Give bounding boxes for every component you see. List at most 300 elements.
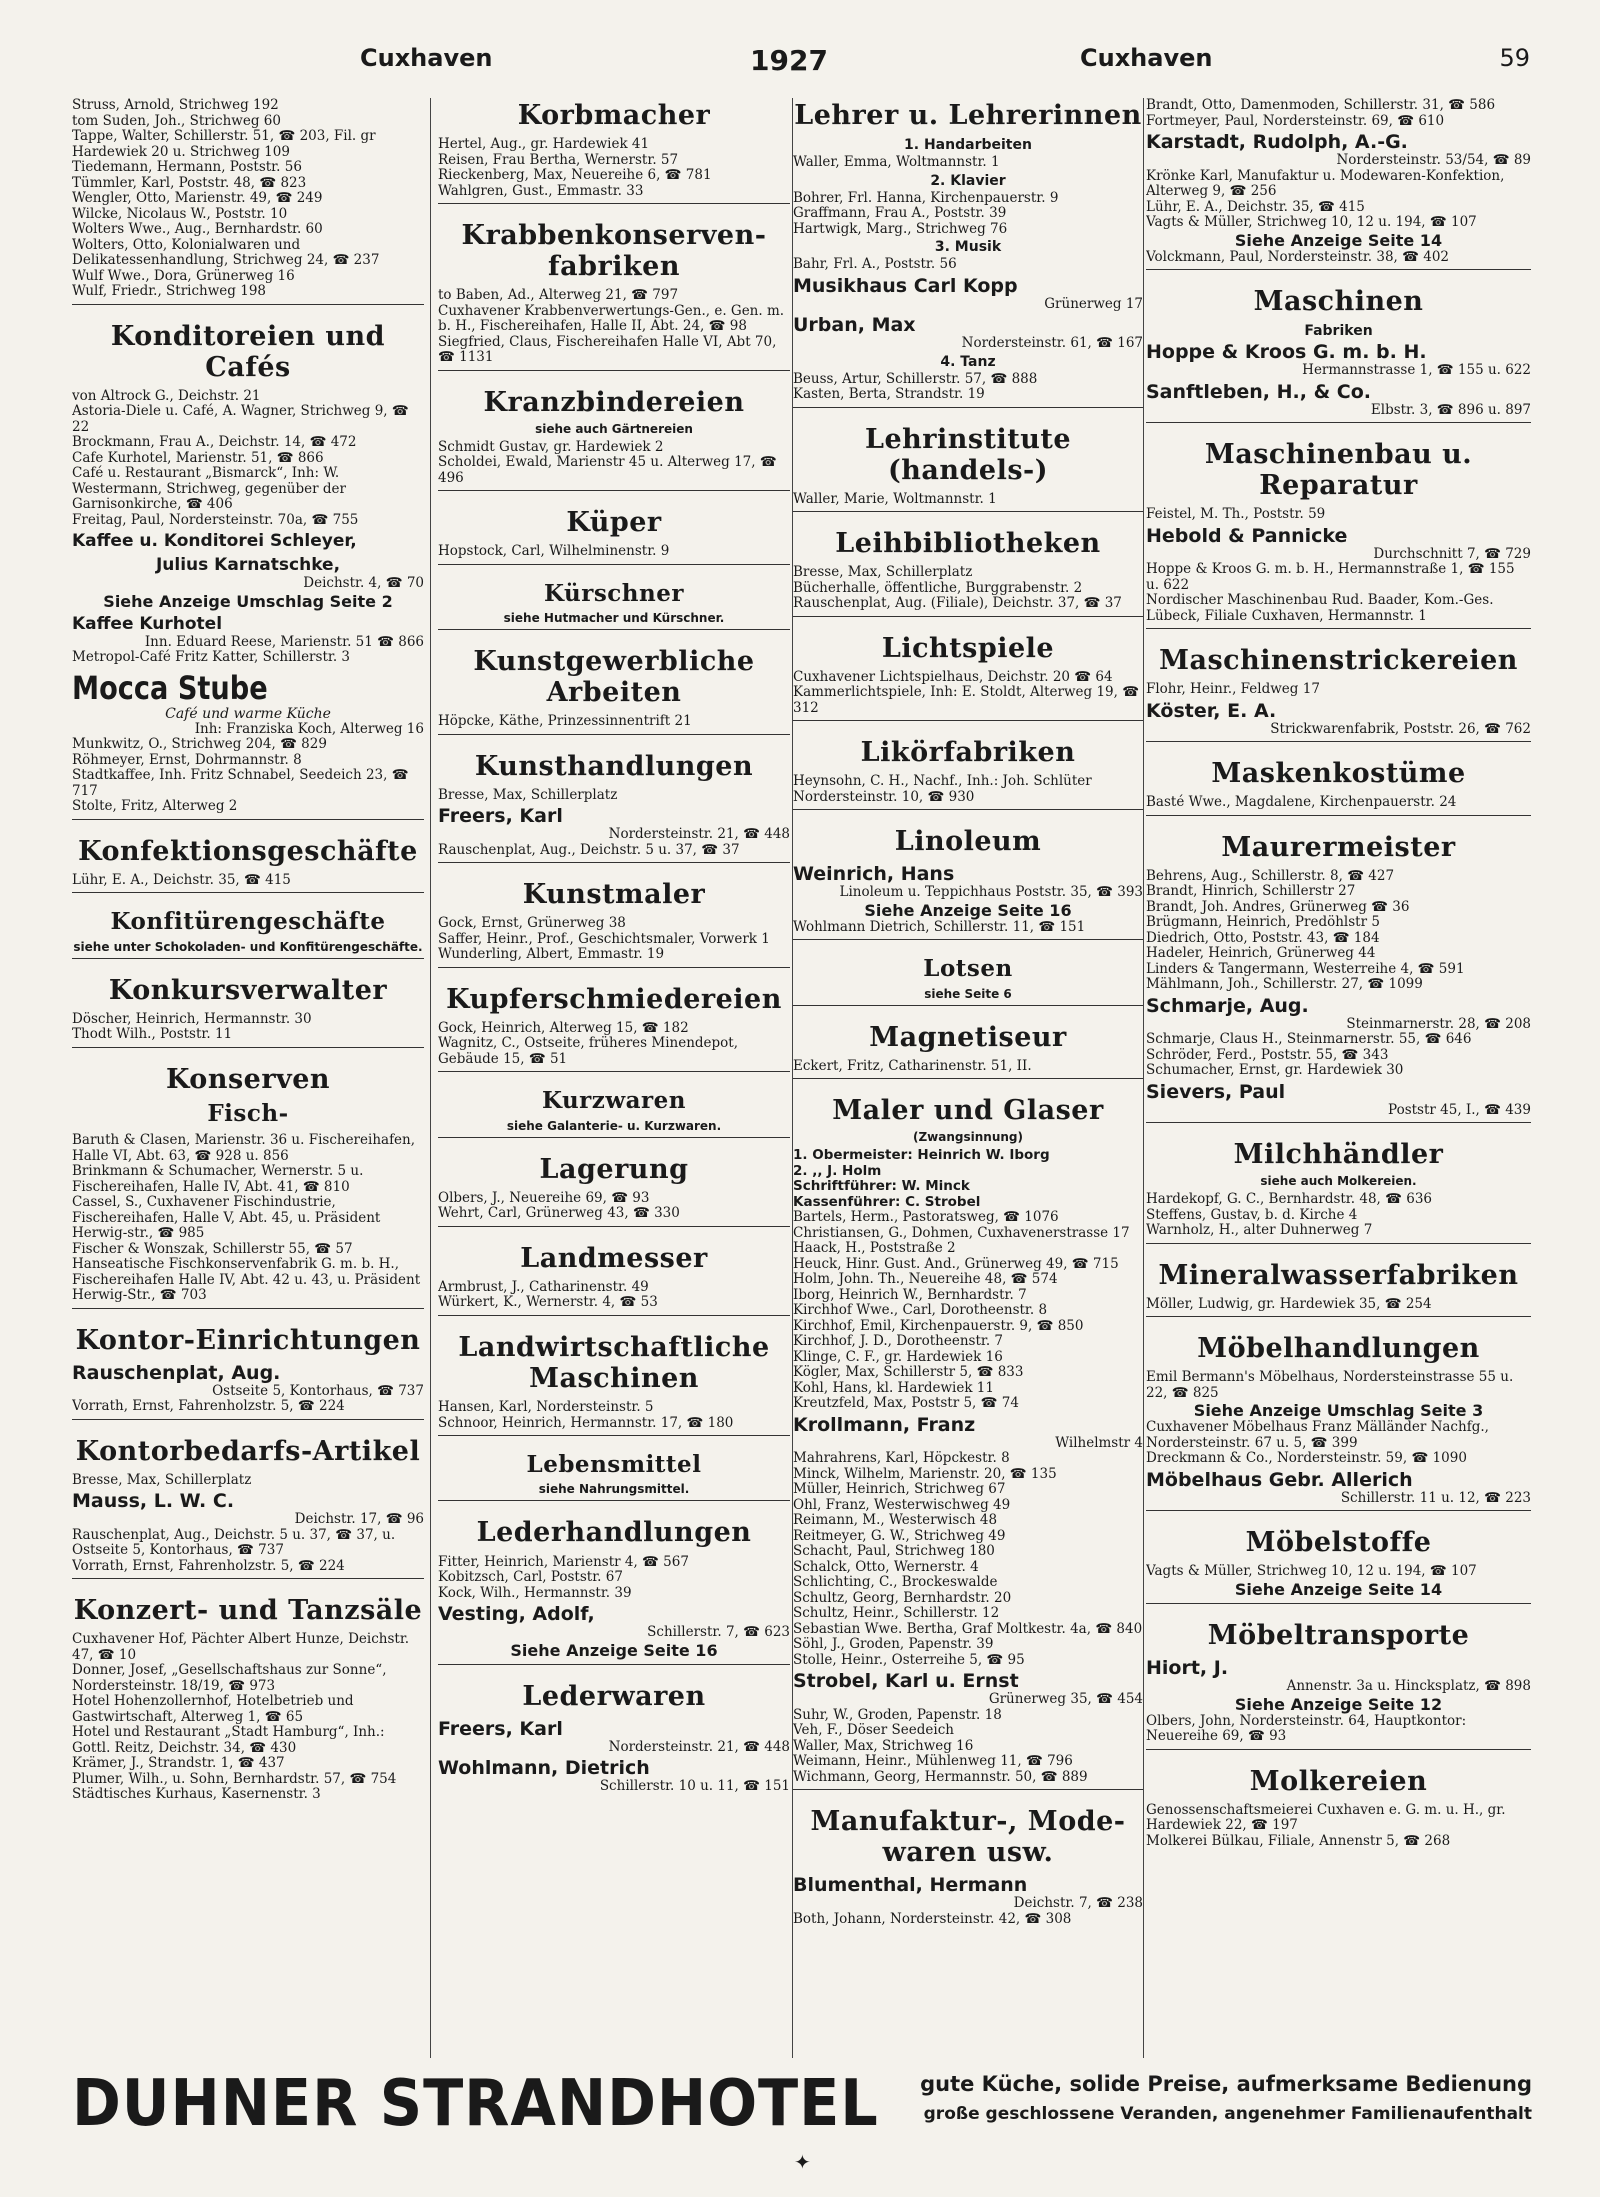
directory-entry: Armbrust, J., Catharinenstr. 49 [438,1278,649,1295]
category-heading: Korbmacher [517,100,711,131]
highlight-entry: Musikhaus Carl Kopp [793,274,1018,297]
directory-entry: Saffer, Heinr., Prof., Geschichtsmaler, Vorwerk 1 [438,930,770,947]
directory-entry: Schriftführer: W. Minck [793,1178,970,1195]
directory-entry: Cuxhavener Hof, Pächter Albert Hunze, Deichstr. 47, ☎ 10 [72,1631,410,1663]
directory-entry: Brandt, Otto, Damenmoden, Schillerstr. 31, ☎ 586 [1146,98,1496,113]
directory-entry: Bresse, Max, Schillerplatz [793,564,973,581]
sub-heading: 1. Handarbeiten [904,137,1032,154]
advert-reference: Siehe Anzeige Seite 14 [1234,1579,1443,1599]
highlight-entry: Hebold & Pannicke [1146,524,1348,547]
directory-entry: Behrens, Aug., Schillerstr. 8, ☎ 427 [1146,867,1395,884]
entry-address: Elbstr. 3, ☎ 896 u. 897 [1370,401,1531,418]
directory-entry: Schnoor, Heinrich, Hermannstr. 17, ☎ 180 [438,1414,734,1431]
category-heading: Lichtspiele [881,632,1055,664]
category-heading: Maler und Glaser [832,1095,1104,1127]
category-heading: Landmesser [520,1242,708,1274]
entry-list [793,372,1143,403]
entry-list [72,873,424,889]
directory-entry: Schultz, Georg, Bernhardstr. 20 [793,1589,1012,1606]
entry-address: Inn. Eduard Reese, Marienstr. 51 ☎ 866 [144,633,424,650]
highlight-entry: Krollmann, Franz [793,1413,976,1436]
advert-reference: Siehe Anzeige Seite 16 [864,900,1072,920]
directory-entry: Stolle, Heinr., Osterreihe 5, ☎ 95 [793,1651,1025,1668]
directory-entry: Hopstock, Carl, Wilhelminenstr. 9 [438,543,670,560]
directory-entry: Cuxhavener Lichtspielhaus, Deichstr. 20 ☎ 64 [793,668,1113,685]
category-heading: Manufaktur-, Mode-waren usw. [810,1806,1126,1869]
printer-mark-icon: ✦ [794,2150,811,2174]
category-heading: Lebensmittel [526,1451,702,1479]
highlight-entry: Wohlmann, Dietrich [438,1757,650,1780]
entry-list [793,565,1143,612]
highlight-entry: Urban, Max [793,314,916,337]
hotel-name: DUHNER STRANDHOTEL [72,2067,879,2141]
directory-entry: Veh, F., Döser Seedeich [793,1722,954,1739]
directory-entry: Vagts & Müller, Strichweg 10, 12 u. 194, ☎ 107 [1146,1563,1477,1580]
entry-address: Wilhelmstr 4 [1055,1434,1143,1451]
entry-address: Inh: Franziska Koch, Alterweg 16 [194,720,424,737]
entry-address: Poststr 45, I., ☎ 439 [1388,1101,1531,1118]
directory-entry: Wunderling, Albert, Emmastr. 19 [438,946,665,963]
directory-entry: Wulf Wwe., Dora, Grünerweg 16 [72,267,295,284]
highlight-entry: Karstadt, Rudolph, A.-G. [1146,131,1408,153]
entry-list [1146,250,1531,266]
directory-entry: Tümmler, Karl, Poststr. 48, ☎ 823 [72,174,307,191]
entry-address: Deichstr. 7, ☎ 238 [1013,1895,1143,1912]
directory-entry: Reimann, M., Westerwisch 48 [793,1512,998,1529]
entry-list [793,1059,1143,1075]
directory-entry: Genossenschaftsmeierei Cuxhaven e. G. m. u. H., gr. Hardewiek 22, ☎ 197 [1146,1801,1506,1834]
directory-entry: Suhr, W., Groden, Papenstr. 18 [793,1706,1002,1723]
entry-list [72,98,424,300]
directory-entry: Kock, Wilh., Hermannstr. 39 [438,1584,632,1601]
directory-entry: Munkwitz, O., Strichweg 204, ☎ 829 [72,736,327,753]
entry-list [72,1012,424,1043]
highlight-entry: Köster, E. A. [1146,699,1277,722]
directory-entry: Rauschenplat, Aug., Deichstr. 5 u. 37, ☎ 37, u. Ostseite 5, Kontorhaus, ☎ 737 [72,1526,396,1559]
column-4 [1146,98,1531,2058]
entry-address: Grünerweg 17 [1044,295,1143,312]
directory-entry: Kirchhof Wwe., Carl, Dorotheenstr. 8 [793,1302,1048,1319]
entry-address: Annenstr. 3a u. Hincksplatz, ☎ 898 [1286,1678,1531,1695]
directory-entry: Kobitzsch, Carl, Poststr. 67 [438,1569,623,1586]
directory-entry: Müller, Heinrich, Strichweg 67 [793,1481,1006,1498]
directory-entry: Both, Johann, Nordersteinstr. 42, ☎ 308 [793,1910,1072,1927]
category-heading: Linoleum [894,826,1042,858]
category-heading: Lotsen [923,955,1013,983]
directory-entry: Schumacher, Ernst, gr. Hardewiek 30 [1146,1062,1404,1079]
directory-entry: Brügmann, Heinrich, Predöhlstr 5 [1146,914,1380,931]
category-heading: Möbelhandlungen [1197,1333,1480,1365]
sub-heading: 4. Tanz [940,353,996,370]
entry-list [1146,795,1531,811]
hotel-advertisement [72,2067,1532,2141]
directory-entry: Vorrath, Ernst, Fahrenholzstr. 5, ☎ 224 [72,1398,345,1415]
entry-list [793,191,1143,238]
entry-list [1146,1032,1531,1079]
advert-reference: Siehe Anzeige Umschlag Seite 2 [103,591,393,611]
category-heading: Konserven [165,1063,331,1095]
category-heading: Mineralwasserfabriken [1158,1259,1519,1291]
entry-list [438,1280,790,1311]
directory-entry: Christiansen, G., Dohmen, Cuxhavenerstrasse 17 [793,1224,1130,1241]
directory-entry: Kammerlichtspiele, Inh: E. Stoldt, Alterweg 19, ☎ 312 [793,684,1140,716]
directory-entry: Cuxhavener Möbelhaus Franz Mälländer Nachfg., Nordersteinstr. 67 u. 5, ☎ 399 [1146,1419,1489,1451]
entry-list [438,1191,790,1222]
category-heading: Maschinenstrickereien [1159,645,1518,677]
entry-list [72,1632,424,1803]
entry-list [1146,1803,1531,1850]
directory-entry: Schalck, Otto, Wernerstr. 4 [793,1558,979,1575]
directory-entry: Wehrt, Carl, Grünerweg 43, ☎ 330 [438,1205,680,1222]
directory-entry: Würkert, K., Wernerstr. 4, ☎ 53 [438,1294,658,1311]
entry-address: Steinmarnerstr. 28, ☎ 208 [1346,1015,1531,1032]
directory-entry: Wagnitz, C., Ostseite, früheres Minendepot, Gebäude 15, ☎ 51 [438,1035,739,1067]
directory-entry: Kögler, Max, Schillerstr 5, ☎ 833 [793,1364,1024,1381]
directory-entry: Klinge, C. F., gr. Hardewiek 16 [793,1348,1003,1365]
category-heading: Kunstgewerbliche Arbeiten [473,646,755,709]
highlight-entry: Freers, Karl [438,805,563,828]
guild-officers [793,1148,1143,1210]
highlight-entry: Julius Karnatschke, [155,555,341,576]
entry-list [438,916,790,963]
entry-list [438,137,790,199]
category-heading: Möbeltransporte [1207,1619,1470,1651]
directory-entry: Städtisches Kurhaus, Kasernenstr. 3 [72,1786,321,1803]
highlight-entry: Kaffee Kurhotel [72,613,223,634]
directory-entry: Gock, Heinrich, Alterweg 15, ☎ 182 [438,1019,689,1036]
directory-entry: Kassenführer: C. Strobel [793,1193,981,1210]
highlight-entry: Hoppe & Kroos G. m. b. H. [1146,341,1427,364]
entry-list [793,920,1143,936]
sub-heading: 3. Musik [934,239,1002,256]
entry-list [438,544,790,560]
directory-entry: Stolte, Fritz, Alterweg 2 [72,798,238,815]
sub-heading: Fabriken [1304,323,1373,340]
category-heading: Kunstmaler [522,879,706,911]
directory-entry: Feistel, M. Th., Poststr. 59 [1146,506,1326,523]
entry-list [438,1021,790,1068]
directory-entry: Hoppe & Kroos G. m. b. H., Hermannstraße 1, ☎ 155 u. 622 [1146,561,1515,593]
category-heading: Likörfabriken [860,737,1076,769]
directory-entry: Wilcke, Nicolaus W., Poststr. 10 [72,205,288,222]
directory-entry: Wengler, Otto, Marienstr. 49, ☎ 249 [72,190,323,206]
entry-list [72,1473,424,1489]
highlight-entry: Freers, Karl [438,1717,563,1740]
entry-list [793,1912,1143,1928]
entry-list [1146,1564,1531,1580]
directory-entry: Haack, H., Poststraße 2 [793,1240,956,1257]
directory-entry: Kasten, Berta, Strandstr. 19 [793,386,985,403]
directory-entry: Döscher, Heinrich, Hermannstr. 30 [72,1010,312,1027]
directory-entry: 1. Obermeister: Heinrich W. Iborg [793,1147,1050,1164]
entry-list [793,1210,1143,1412]
entry-address: Nordersteinstr. 61, ☎ 167 [961,335,1143,352]
entry-list [1146,1370,1531,1401]
directory-entry: Rauschenplat, Aug., Deichstr. 5 u. 37, ☎ 37 [438,841,740,858]
category-heading: Leihbibliotheken [835,528,1101,560]
directory-entry: Emil Bermann's Möbelhaus, Nordersteinstrasse 55 u. 22, ☎ 825 [1146,1369,1514,1401]
sub-heading: 2. Klavier [930,172,1006,189]
directory-entry: Bahr, Frl. A., Poststr. 56 [793,256,957,273]
directory-entry: Höpcke, Käthe, Prinzessinnentrift 21 [438,713,692,730]
page-number: 59 [1499,44,1530,72]
directory-entry: Hotel und Restaurant „Stadt Hamburg“, Inh.: Gottl. Reitz, Deichstr. 34, ☎ 430 [72,1724,385,1756]
directory-entry: Brockmann, Frau A., Deichstr. 14, ☎ 472 [72,434,357,451]
advert-reference: Siehe Anzeige Seite 16 [510,1640,718,1660]
entry-address: Nordersteinstr. 21, ☎ 448 [608,826,790,843]
directory-entry: Baruth & Clasen, Marienstr. 36 u. Fischereihafen, Halle VI, Abt. 63, ☎ 928 u. 856 [72,1132,416,1164]
category-heading: Krabbenkonserven-fabriken [461,220,767,283]
category-heading: Maskenkostüme [1211,758,1466,790]
entry-list [72,389,424,529]
highlight-entry: Blumenthal, Hermann [793,1874,1028,1897]
highlight-entry: Möbelhaus Gebr. Allerich [1146,1468,1413,1491]
entry-list [793,670,1143,717]
entry-list [438,1400,790,1431]
directory-entry: Vorrath, Ernst, Fahrenholzstr. 5, ☎ 224 [72,1557,345,1574]
directory-entry: Schlichting, C., Brockeswalde [793,1574,998,1591]
directory-entry: Cuxhavener Krabbenverwertungs-Gen., e. Gen. m. b. H., Fischereihafen, Halle II, Abt. 24, ☎ 98 [438,302,785,335]
directory-entry: Hardekopf, G. C., Bernhardstr. 48, ☎ 636 [1146,1191,1432,1208]
header-year: 1927 [750,44,828,77]
entry-address: Ostseite 5, Kontorhaus, ☎ 737 [212,1382,424,1399]
highlight-entry: Strobel, Karl u. Ernst [793,1670,1019,1693]
directory-entry: Heuck, Hinr. Gust. And., Grünerweg 49, ☎ 715 [793,1255,1119,1272]
directory-entry: Nordischer Maschinenbau Rud. Baader, Kom.-Ges. Lübeck, Filiale Cuxhaven, Hermannstr. 1 [1146,592,1494,624]
highlight-entry: Schmarje, Aug. [1146,994,1309,1017]
directory-entry: Vagts & Müller, Strichweg 10, 12 u. 194, ☎ 107 [1146,214,1477,230]
category-heading: Maschinen [1253,286,1424,317]
directory-entry: Bücherhalle, öffentliche, Burggrabenstr. 2 [793,579,1083,596]
directory-entry: Bohrer, Frl. Hanna, Kirchenpauerstr. 9 [793,189,1059,206]
directory-entry: Reisen, Frau Bertha, Wernerstr. 57 [438,151,679,168]
directory-entry: Brandt, Joh. Andres, Grünerweg ☎ 36 [1146,898,1410,915]
directory-entry: Schacht, Paul, Strichweg 180 [793,1543,995,1560]
directory-entry: Waller, Max, Strichweg 16 [793,1737,974,1754]
directory-entry: Schröder, Ferd., Poststr. 55, ☎ 343 [1146,1046,1389,1063]
entry-address: Hermannstrasse 1, ☎ 155 u. 622 [1302,362,1531,379]
directory-entry: Söhl, J., Groden, Papenstr. 39 [793,1636,994,1653]
directory-entry: Cassel, S., Cuxhavener Fischindustrie, Fischereihafen, Halle V, Abt. 45, u. Präsident Herwig-str., ☎ 985 [72,1194,381,1242]
entry-address: Deichstr. 17, ☎ 96 [294,1511,424,1528]
directory-entry: 2. ,, J. Holm [793,1162,882,1179]
directory-entry: Bresse, Max, Schillerplatz [72,1471,252,1488]
entry-list [1146,682,1531,698]
category-heading: Landwirtschaftliche Maschinen [458,1331,770,1394]
category-heading: Milchhändler [1233,1139,1444,1171]
directory-entry: tom Suden, Joh., Strichweg 60 [72,112,281,129]
entry-list [793,257,1143,273]
directory-entry: Waller, Emma, Woltmannstr. 1 [793,154,1000,171]
column-3 [793,98,1143,2058]
directory-entry: Mählmann, Joh., Schillerstr. 27, ☎ 1099 [1146,976,1423,993]
directory-entry: Hansen, Karl, Nordersteinstr. 5 [438,1399,654,1416]
entry-list [72,737,424,815]
directory-entry: Basté Wwe., Magdalene, Kirchenpauerstr. 24 [1146,794,1457,811]
entry-list [1146,869,1531,993]
entry-list [1146,1420,1531,1467]
highlight-entry: Weinrich, Hans [793,863,955,886]
sub-heading: Fisch- [207,1099,289,1127]
column-1 [72,98,424,2058]
category-heading: Konzert- und Tanzsäle [73,1595,423,1627]
category-heading: Lederhandlungen [476,1517,752,1549]
directory-entry: Wolters Wwe., Aug., Bernhardstr. 60 [72,221,323,237]
directory-entry: Thodt Wilh., Poststr. 11 [72,1026,233,1043]
directory-entry: Kohl, Hans, kl. Hardewiek 11 [793,1379,994,1396]
highlight-entry: Vesting, Adolf, [438,1603,595,1626]
category-note: siehe auch Molkereien. [1260,1174,1417,1189]
directory-entry: Holm, John. Th., Neuereihe 48, ☎ 574 [793,1271,1058,1288]
directory-entry: Volckmann, Paul, Nordersteinstr. 38, ☎ 402 [1146,248,1450,265]
category-note: siehe Hutmacher und Kürschner. [503,611,725,626]
entry-list [438,843,790,859]
directory-entry: Linders & Tangermann, Westerreihe 4, ☎ 591 [1146,960,1465,977]
directory-entry: Lühr, E. A., Deichstr. 35, ☎ 415 [1146,198,1365,215]
entry-list [438,788,790,804]
directory-entry: Bartels, Herm., Pastoratsweg, ☎ 1076 [793,1209,1059,1226]
directory-entry: Wohlmann Dietrich, Schillerstr. 11, ☎ 151 [793,918,1086,935]
directory-entry: Fitter, Heinrich, Marienstr 4, ☎ 567 [438,1553,689,1570]
category-heading: Lederwaren [522,1680,706,1712]
directory-entry: Tappe, Walter, Schillerstr. 51, ☎ 203, Fil. gr Hardewiek 20 u. Strichweg 109 [72,128,376,160]
header-left-city: Cuxhaven [360,44,493,72]
category-heading: Molkereien [1249,1765,1428,1797]
page-header [70,44,1530,84]
directory-entry: Astoria-Diele u. Café, A. Wagner, Strichweg 9, ☎ 22 [72,403,409,435]
mocca-stube-ad: Mocca Stube [72,668,268,707]
directory-entry: Ohl, Franz, Westerwischweg 49 [793,1496,1011,1513]
directory-entry: Schmidt Gustav, gr. Hardewiek 2 [438,438,664,455]
entry-list [1146,562,1531,624]
entry-address: Nordersteinstr. 21, ☎ 448 [608,1738,790,1755]
highlight-entry: Mauss, L. W. C. [72,1490,235,1513]
directory-entry: Hotel Hohenzollernhof, Hotelbetrieb und Gastwirtschaft, Alterweg 1, ☎ 65 [72,1693,354,1725]
category-heading: Maurermeister [1221,831,1456,863]
directory-entry: von Altrock G., Deichstr. 21 [72,387,261,404]
directory-entry: Minck, Wilhelm, Marienstr. 20, ☎ 135 [793,1465,1057,1482]
entry-list [1146,98,1531,129]
entry-list [438,1555,790,1602]
directory-entry: Wichmann, Georg, Hermannstr. 50, ☎ 889 [793,1768,1088,1785]
entry-list [72,1399,424,1415]
entry-list [793,492,1143,508]
directory-entry: Weimann, Heinr., Mühlenweg 11, ☎ 796 [793,1753,1073,1770]
directory-entry: Kirchhof, Emil, Kirchenpauerstr. 9, ☎ 850 [793,1317,1084,1334]
directory-entry: Wahlgren, Gust., Emmastr. 33 [438,182,644,199]
category-heading: Konkursverwalter [108,974,388,1006]
category-note: siehe Galanterie- u. Kurzwaren. [506,1118,722,1133]
directory-entry: Iborg, Heinrich W., Bernhardstr. 7 [793,1286,1027,1303]
directory-entry: Reitmeyer, G. W., Strichweg 49 [793,1527,1006,1544]
directory-entry: Diedrich, Otto, Poststr. 43, ☎ 184 [1146,929,1380,946]
entry-list [438,714,790,730]
directory-entry: Bresse, Max, Schillerplatz [438,786,618,803]
highlight-entry: Rauschenplat, Aug. [72,1361,281,1384]
category-heading: Magnetiseur [869,1021,1067,1053]
entry-list [72,1528,424,1575]
category-note: siehe Seite 6 [924,986,1012,1001]
directory-entry: Eckert, Fritz, Catharinenstr. 51, II. [793,1057,1032,1074]
entry-list [1146,1192,1531,1239]
directory-entry: Steffens, Gustav, b. d. Kirche 4 [1146,1206,1358,1223]
directory-entry: Warnholz, H., alter Duhnerweg 7 [1146,1222,1373,1239]
entry-list [793,774,1143,805]
directory-entry: Sebastian Wwe. Bertha, Graf Moltkestr. 4a, ☎ 840 [793,1620,1143,1637]
directory-entry: Graffmann, Frau A., Poststr. 39 [793,205,1007,222]
directory-entry: Fortmeyer, Paul, Nordersteinstr. 69, ☎ 610 [1146,112,1445,129]
entry-list [72,1133,424,1304]
entry-address: Schillerstr. 11 u. 12, ☎ 223 [1340,1489,1531,1506]
directory-entry: Flohr, Heinr., Feldweg 17 [1146,681,1320,698]
directory-entry: Brandt, Hinrich, Schillerstr 27 [1146,883,1356,900]
category-heading: Lehrinstitute (handels-) [864,423,1072,486]
directory-entry: Café u. Restaurant „Bismarck“, Inh: W. Westermann, Strichweg, gegenüber der Garnisonkirche, ☎ 406 [72,465,346,513]
directory-entry: Hertel, Aug., gr. Hardewiek 41 [438,136,650,153]
directory-entry: Stadtkaffee, Inh. Fritz Schnabel, Seedeich 23, ☎ 717 [72,767,409,799]
directory-entry: Donner, Josef, „Gesellschaftshaus zur Sonne“, Nordersteinstr. 18/19, ☎ 973 [72,1662,387,1694]
directory-entry: Rieckenberg, Max, Neuereihe 6, ☎ 781 [438,167,712,184]
highlight-entry: Hiort, J. [1146,1657,1229,1680]
category-heading: Lehrer u. Lehrerinnen [794,100,1142,131]
entry-address: Durchschnitt 7, ☎ 729 [1373,545,1531,562]
directory-entry: Struss, Arnold, Strichweg 192 [72,98,279,113]
column-divider [430,98,431,2058]
hotel-slogan-2: große geschlossene Veranden, angenehmer Familienaufenthalt [923,2104,1532,2124]
advert-reference: Siehe Anzeige Umschlag Seite 3 [1193,1401,1484,1421]
entry-address: Linoleum u. Teppichhaus Poststr. 35, ☎ 393 [839,884,1143,901]
category-note: siehe Nahrungsmittel. [538,1482,690,1497]
directory-entry: Beuss, Artur, Schillerstr. 57, ☎ 888 [793,370,1038,387]
directory-entry: Kreutzfeld, Max, Poststr 5, ☎ 74 [793,1395,1019,1412]
entry-list [1146,1714,1531,1745]
entry-list [438,440,790,487]
directory-entry: Dreckmann & Co., Nordersteinstr. 59, ☎ 1090 [1146,1450,1467,1467]
entry-address: Schillerstr. 10 u. 11, ☎ 151 [599,1778,790,1795]
entry-list [1146,507,1531,523]
directory-entry: Cafe Kurhotel, Marienstr. 51, ☎ 866 [72,449,324,466]
directory-entry: Hadeler, Heinrich, Grünerweg 44 [1146,945,1376,962]
directory-entry: to Baben, Ad., Alterweg 21, ☎ 797 [438,287,679,304]
directory-entry: Wolters, Otto, Kolonialwaren und Delikatessenhandlung, Strichweg 24, ☎ 237 [72,236,380,268]
hotel-slogan-1: gute Küche, solide Preise, aufmerksame Bedienung [920,2072,1532,2096]
category-heading: Kunsthandlungen [474,750,754,782]
category-heading: Kurzwaren [541,1087,687,1115]
entry-list [1146,169,1531,231]
highlight-entry: Kaffee u. Konditorei Schleyer, [72,531,357,552]
advert-reference: Siehe Anzeige Seite 12 [1234,1694,1443,1714]
directory-entry: Schmarje, Claus H., Steinmarnerstr. 55, ☎ 646 [1146,1031,1472,1048]
header-right-city: Cuxhaven [1080,44,1213,72]
directory-entry: Olbers, J., Neuereihe 69, ☎ 93 [438,1189,650,1206]
entry-list [793,155,1143,171]
directory-entry: Tiedemann, Hermann, Poststr. 56 [72,159,302,175]
category-heading: Konfektionsgeschäfte [78,835,418,867]
mocca-subtitle: Café und warme Küche [165,705,331,722]
category-heading: Lagerung [539,1153,689,1185]
category-heading: Möbelstoffe [1245,1527,1432,1559]
directory-entry: Olbers, John, Nordersteinstr. 64, Hauptkontor: Neuereihe 69, ☎ 93 [1146,1712,1467,1745]
directory-entry: Kirchhof, J. D., Dorotheenstr. 7 [793,1333,1004,1350]
directory-entry: Krönke Karl, Manufaktur u. Modewaren-Konfektion, Alterweg 9, ☎ 256 [1146,167,1505,199]
entry-address: Strickwarenfabrik, Poststr. 26, ☎ 762 [1270,720,1531,737]
entry-list [1146,1297,1531,1313]
category-heading: Konditoreien und Cafés [110,320,386,383]
highlight-entry: Sievers, Paul [1146,1080,1286,1103]
category-note: siehe auch Gärtnereien [535,421,693,436]
directory-entry: Lühr, E. A., Deichstr. 35, ☎ 415 [72,871,291,888]
directory-entry: Gock, Ernst, Grünerweg 38 [438,915,626,932]
